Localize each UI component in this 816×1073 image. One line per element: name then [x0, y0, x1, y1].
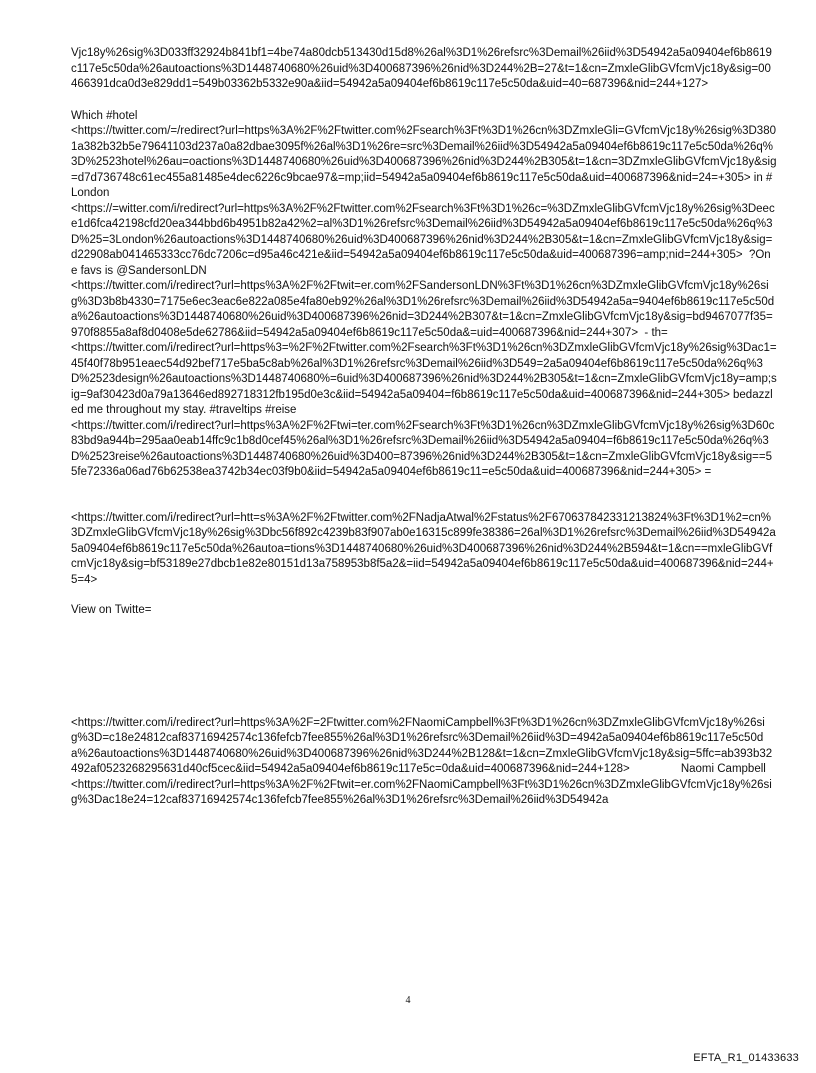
spacer: [71, 481, 777, 511]
document-id: EFTA_R1_01433633: [693, 1052, 799, 1064]
page-number: 4: [405, 995, 411, 1006]
spacer: [71, 619, 777, 716]
paragraph-redirect-tail: Vjc18y%26sig%3D033ff32924b841bf1=4be74a80dcb513430d15d8%26al%3D1%26refsrc%3Demail%26iid%3D54942a5a09404ef6b8619c117e5c50da%26autoactions%3D1448740680%26uid%3D400687396%26nid%3D244%2B=27&t=1&cn=ZmxleGlibGVfcmVjc18y&sig=00466391dca0d3e829dd1=549b03362b5332e90a&iid=54942a5a09404ef6b8619c117e5c50da&uid=40=687396&nid=244+127>: [71, 47, 772, 90]
paragraph-view-on-twitter: View on Twitte=: [71, 604, 152, 616]
paragraph-nadja-atwal-link: <https://twitter.com/i/redirect?url=htt=s%3A%2F%2Ftwitter.com%2FNadjaAtwal%2Fstatus%2F670637842331213824%3Ft%3D1%2=cn%3DZmxleGlibGVfcmVjc18y%26sig%3Dbc56f892c4239b83f907ab0e16315c899fe38386=26al%3D1%26refsrc%3Demail%26iid%3D54942a5a09404ef6b8619c117e5c50da%26autoa=tions%3D1448740680%26uid%3D400687396%26nid%3D244%2B594&t=1&cn==mxleGlibGVfcmVjc18y&sig=bf53189e27dbcb1e82e80151d13a758953b8f5a2&=iid=54942a5a09404ef6b8619c117e5c50da&uid=400687396&nid=244+5=4>: [71, 511, 776, 586]
spacer: [71, 93, 777, 109]
document-page: [71, 46, 777, 809]
paragraph-hotel-links: <https://twitter.com/=/redirect?url=https%3A%2F%2Ftwitter.com%2Fsearch%3Ft%3D1%26cn%3DZmxleGli=GVfcmVjc18y%26sig%3D3801a382b32b5e79641103d237a0a82dbae3095f%26al%3D1%26re=src%3Demail%26iid%3D54942a5a09404ef6b8619c117e5c50da%26q%3D%2523hotel%26au=oactions%3D1448740680%26uid%3D400687396%26nid%3D244%2B305&t=1&cn=3DZmxleGlibGVfcmVjc18y&sig=d7d736748c61ec455a81485e4dec6226c9bcae97&=mp;iid=54942a5a09404ef6b8619c117e5c50da&uid=400687396&nid=24=+305> in #London <https://=witter.com/i/redirect?url=https%3A%2F%2Ftwitter.com%2Fsearch%3Ft%3D1%26c=%3DZmxleGlibGVfcmVjc18y%26sig%3Deece1d6fca42198cfd20ea344bbd6b4951b82a42%2=al%3D1%26refsrc%3Demail%26iid%3D54942a5a09404ef6b8619c117e5c50da%26q%3D%25=3London%26autoactions%3D1448740680%26uid%3D400687396%26nid%3D244%2B305&t=1&cn=ZmxleGlibGVfcmVjc18y&sig=d22908ab041465333cc76dc7206c=d95a46c421e&iid=54942a5a09404ef6b8619c117e5c50da&uid=400687396=amp;nid=244+305> ?One favs is @SandersonLDN <https://twitter.com/i/redirect?url=https%3A%2F%2Ftwit=er.com%2FSandersonLDN%3Ft%3D1%26cn%3DZmxleGlibGVfcmVjc18y%26sig%3D3b8b4330=7175e6ec3eac6e822a085e4fa80eb92%26al%3D1%26refsrc%3Demail%26iid%3D54942a5a=9404ef6b8619c117e5c50da%26autoactions%3D1448740680%26uid%3D400687396%26nid=3D244%2B307&t=1&cn=ZmxleGlibGVfcmVjc18y&sig=bd9467077f35=970f8855a8af8d0408e5de62786&iid=54942a5a09404ef6b8619c117e5c50da&=uid=400687396&nid=244+307> - th= <https://twitter.com/i/redirect?url=https%3=%2F%2Ftwitter.com%2Fsearch%3Ft%3D1%26cn%3DZmxleGlibGVfcmVjc18y%26sig%3Dac1=45f40f78b951eaec54d92bef717e5ba5c8ab%26al%3D1%26refsrc%3Demail%26iid%3D549=2a5a09404ef6b8619c117e5c50da%26q%3D%2523design%26autoactions%3D1448740680%=6uid%3D400687396%26nid%3D244%2B305&t=1&cn=ZmxleGlibGVfcmVjc18y=amp;sig=9af30423d0a79a13646ed892718312fb195d0e3c&iid=54942a5a09404=f6b8619c117e5c50da&uid=400687396&nid=244+305> bedazzled me throughout my stay. #traveltips #reise <https://twitter.com/i/redirect?url=https%3A%2F%2Ftwi=ter.com%2Fsearch%3Ft%3D1%26cn%3DZmxleGlibGVfcmVjc18y%26sig%3D60c83bd9a944b=295aa0eab14ffc9c1b8d0cef45%26al%3D1%26refsrc%3Demail%26iid%3D54942a5a09404=f6b8619c117e5c50da%26q%3D%2523reise%26autoactions%3D1448740680%26uid%3D400=87396%26nid%3D244%2B305&t=1&cn=ZmxleGlibGVfcmVjc18y&sig==55fe72336a06ad76b62538ea3742b34ec03f9b0&iid=54942a5a09404ef6b8619c11=e5c50da&uid=400687396&nid=244+305> =: [71, 125, 777, 478]
spacer: [71, 588, 777, 603]
paragraph-heading-which-hotel: Which #hotel: [71, 109, 138, 122]
paragraph-naomi-campbell-links: <https://twitter.com/i/redirect?url=https%3A%2F=2Ftwitter.com%2FNaomiCampbell%3Ft%3D1%26cn%3DZmxleGlibGVfcmVjc18y%26sig%3D=c18e24812caf83716942574c136fefcb7fee855%26al%3D1%26refsrc%3Demail%26iid%3D=4942a5a09404ef6b8619c117e5c50da%26autoactions%3D1448740680%26uid%3D400687396%26nid%3D244%2B128&t=1&cn=ZmxleGlibGVfcmVjc18y&sig=5ffc=ab393b32492af0523268295631d40cf5cec&iid=54942a5a09404ef6b8619c117e5c=0da&uid=400687396&nid=244+128> Naomi Campbell <https://twitter.com/i/redirect?url=https%3A%2F%2Ftwit=er.com%2FNaomiCampbell%3Ft%3D1%26cn%3DZmxleGlibGVfcmVjc18y%26sig%3Dac18e24=12caf83716942574c136fefcb7fee855%26al%3D1%26refsrc%3Demail%26iid%3D54942a: [71, 716, 773, 806]
